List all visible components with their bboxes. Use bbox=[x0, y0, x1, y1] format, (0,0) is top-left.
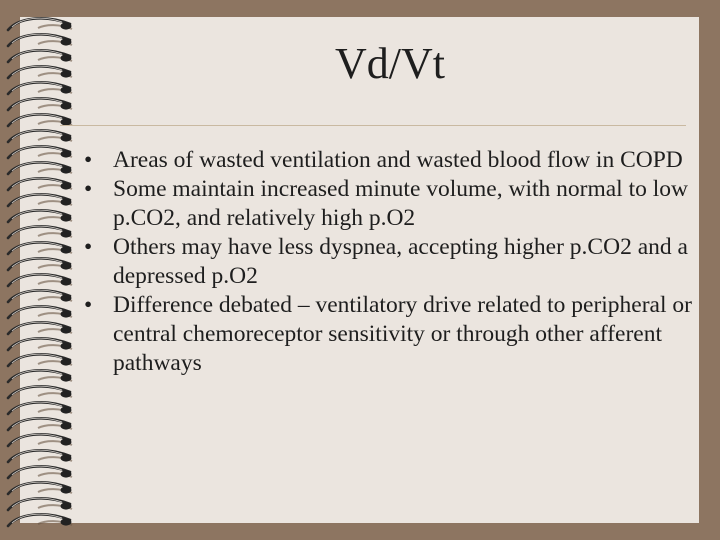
binding-ring-icon bbox=[8, 146, 72, 158]
bullet-text: Others may have less dyspnea, accepting higher p.CO2 and a depressed p.O2 bbox=[113, 234, 688, 289]
binding-ring-icon bbox=[8, 258, 72, 270]
bullet-text: Difference debated – ventilatory drive related to peripheral or central chemoreceptor sensitivity or through other afferent pathways bbox=[113, 292, 692, 376]
binding-ring-icon bbox=[8, 210, 72, 222]
bullet-text: Some maintain increased minute volume, with normal to low p.CO2, and relatively high p.O2 bbox=[113, 176, 688, 231]
bullet-list bbox=[84, 146, 694, 378]
bullet-item bbox=[84, 175, 694, 233]
title-divider bbox=[60, 125, 686, 126]
binding-ring-icon bbox=[8, 322, 72, 334]
binding-ring-icon bbox=[8, 98, 72, 110]
binding-ring-icon bbox=[8, 514, 72, 526]
bullet-item bbox=[84, 291, 694, 378]
binding-ring-icon bbox=[8, 386, 72, 398]
binding-ring-icon bbox=[8, 194, 72, 206]
binding-ring-icon bbox=[8, 18, 72, 30]
bullet-item bbox=[84, 233, 694, 291]
bullet-dot-icon: • bbox=[84, 176, 93, 202]
binding-ring-icon bbox=[8, 466, 72, 478]
binding-ring-icon bbox=[8, 418, 72, 430]
binding-ring-icon bbox=[8, 482, 72, 494]
binding-ring-icon bbox=[8, 402, 72, 414]
bullet-dot-icon: • bbox=[84, 292, 93, 318]
binding-ring-icon bbox=[8, 242, 72, 254]
binding-ring-icon bbox=[8, 290, 72, 302]
binding-ring-icon bbox=[8, 498, 72, 510]
binding-ring-icon bbox=[8, 306, 72, 318]
slide-title: Vd/Vt bbox=[335, 39, 445, 88]
binding-ring-icon bbox=[8, 130, 72, 142]
binding-ring-icon bbox=[8, 162, 72, 174]
binding-ring-icon bbox=[8, 274, 72, 286]
binding-ring-icon bbox=[8, 450, 72, 462]
binding-ring-icon bbox=[8, 338, 72, 350]
binding-ring-icon bbox=[8, 370, 72, 382]
bullet-item bbox=[84, 146, 694, 175]
binding-ring-icon bbox=[8, 226, 72, 238]
bullet-dot-icon: • bbox=[84, 147, 93, 173]
binding-ring-icon bbox=[8, 354, 72, 366]
bullet-text: Areas of wasted ventilation and wasted blood flow in COPD bbox=[113, 147, 683, 173]
binding-ring-icon bbox=[8, 178, 72, 190]
binding-ring-icon bbox=[8, 434, 72, 446]
bullet-dot-icon: • bbox=[84, 234, 93, 260]
